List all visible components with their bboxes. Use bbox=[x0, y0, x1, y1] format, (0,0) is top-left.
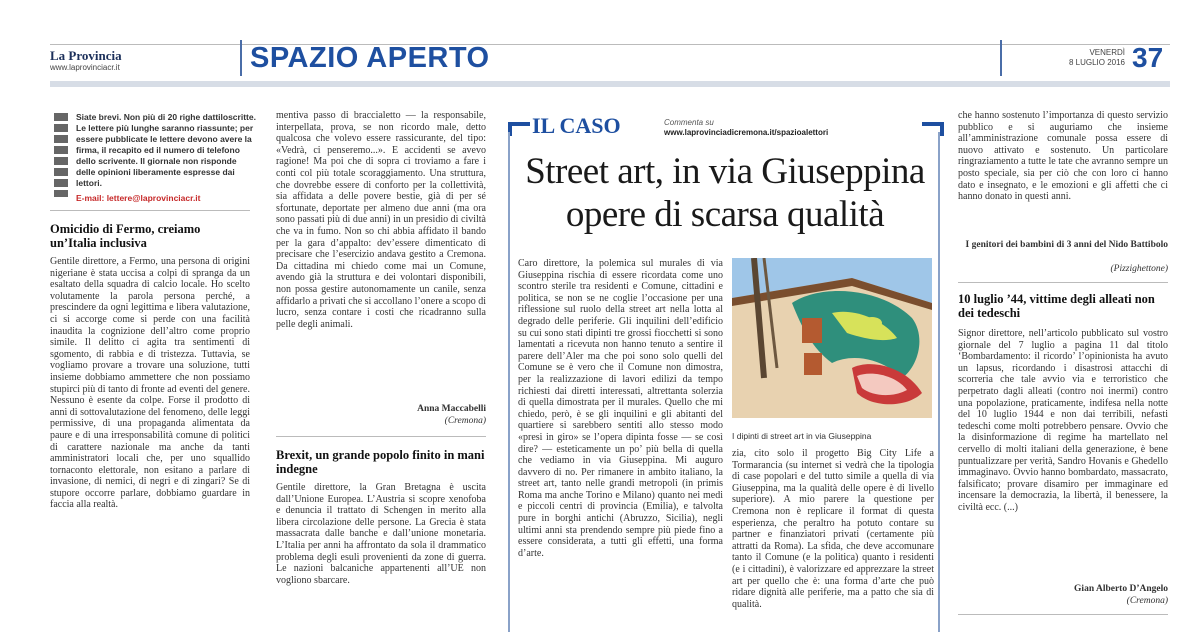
col1-body: Gentile direttore, a Fermo, una persona di origini nigeriane è stata uccisa a colpi di spranga da un esaltato della squadra di calcio locale. Ho scelto volutamente la parola persona perché, a prescindere da ogni legittima e libera valutazione, ci si accorge come si perde con una facilità inaudita la cognizione dell’altro come proprio simile. Il delitto ci agita tra sentimenti di sgomento, di rabbia e di tristezza. Tuttavia, se vogliamo provare a trovare una soluzione, tutti insieme dobbiamo ammettere che non possiamo stupirci più di tanto di fronte ad eventi del genere. Nessuno è esente da colpe. Forse il prodotto di anni di sottovalutazione del fenomeno, delle leggi permissive, di una propaganda alimentata da paure e di una irresponsabilità comune di politici di carattere nazionale ma anche da tanti amministratori locali che, per uno squallido tornaconto elettorale, non esitano a parlare di invasione, di nemici, di negri e di zingari? Se di stupore occorre parlare, dobbiamo guardare in faccia alla realtà. bbox=[50, 256, 250, 511]
article-body-right: zia, cito solo il progetto Big City Life a Tormarancia (su internet si vedrà che la tipologia di case popolari e del tutto simile a quella di via Giuseppina, ma la qualità delle opere è di livello superiore). A mio parere la questione per Cremona non è replicare il format di questa esperienza, che peraltro ha potuto contare su partner e finanziatori privati (certamente più attratti da Roma). La sfida, che deve accomunare tanto il Comune (e la politica) quanto i residenti (e i cittadini), è valorizzare ed apprezzare la street art per quello che è: una forma d’arte che può ridare dignità alle periferie, ma a patto che sia di qualità. bbox=[732, 448, 934, 610]
divider bbox=[50, 210, 250, 211]
il-caso-label: IL CASO bbox=[532, 113, 621, 138]
col4-place: (Pizzighettone) bbox=[1110, 264, 1168, 274]
col2-place: (Cremona) bbox=[444, 416, 486, 426]
col4-place-2: (Cremona) bbox=[1126, 596, 1168, 606]
divider bbox=[958, 614, 1168, 615]
header-band bbox=[50, 81, 1170, 87]
col2-body: Gentile direttore, la Gran Bretagna è uscita dall’Unione Europea. L’Austria si scopre xenofoba e denuncia il trattato di Schengen in merito alla libera circolazione delle persone. La Grecia è stata massacrata dalle banche e dall’unione monetaria. L’Italia per anni ha affrontato da sola il drammatico problema degli esuli provenienti da zone di guerra. Le nazioni balcaniche appartenenti all’UE non vogliono sbarcare. bbox=[276, 482, 486, 586]
col2-body-top: mentiva passo di braccialetto — la responsabile, interpellata, prova, se non ricordo male, detto qualcosa che volevo essere rassicurante, del tipo: «Vedrà, ci penseremo...». E accidenti se avevo ragione! Ma poi che di sopra ci troviamo a fare i conti col più totale scoraggiamento. Una struttura, che dovrebbe essere di conforto per la collettività, sia affidata a delle povere bestie, già di per sé sfortunate, deportate per almeno due anni (ma ora sono passati più di due anni) in un presidio di civiltà che va in fumo. Non so chi abbia affidato il bando per la gara d’appalto: dev’essere dimenticato di precisare che l’esercizio andava gestito a Cremona. Da cittadina mi chiedo come mai un Comune, avendo già la struttura e dei volontari disponibili, non possa gestire autonomamente un canile, senza affidarlo a privati che si accollano l’onere a scopo di lucro, senza contare i costi che ricadranno sulla pelle degli animali. bbox=[276, 110, 486, 330]
bracket-left bbox=[508, 122, 530, 136]
issue-day: VENERDÌ bbox=[1089, 48, 1125, 57]
col2-headline: Brexit, un grande popolo finito in mani indegne bbox=[276, 448, 485, 476]
page-number: 37 bbox=[1132, 42, 1164, 73]
divider bbox=[276, 436, 486, 437]
comment-prompt: Commenta su bbox=[664, 118, 714, 127]
section-title: SPAZIO APERTO bbox=[250, 42, 490, 74]
article-body-left: Caro direttore, la polemica sul murales di via Giuseppina rischia di essere ricordata come uno scontro sterile tra residenti e Comune, cittadini e politica, se non se ne coglie l’occasione per una riflessione sul ruolo della street art nella lotta al degrado delle periferie. Gli inquilini dell’edificio su cui sono stati dipinti tre grossi fiocchetti si sono lamentati a ricevuta non hanno tenuto a sentire il parere dell’Aler ma che poi sono solo quelli del Comune se è vero che il Comune non dimostra, per la realizzazione di lavori edilizi da tempo richiesti dai diretti interessati, altrettanta solerzia di quella dimostrata per il murales. Quello che mi chiedo, però, è se gli inquilini e gli abitanti del quartiere si sarebbero sentiti allo stesso modo «presi in giro» se l’opera dipinta fosse — se così dire? — esteticamente un po’ più bella di quella che vediamo in via Giuseppina. Mi auguro davvero di no. Per rimanere in ambito italiano, la street art, tanto nelle grandi metropoli (in primis Roma ma anche Torino e Milano) quanto nei medi e piccoli centri di provincia (Emilia), e talvolta pure in borghi antichi (Abruzzo, Sicilia), negli ultimi anni sta prendendo sempre più piede fino a essere considerata, a tutti gli effetti, una forma d’arte. bbox=[518, 258, 723, 559]
street-art-photo bbox=[732, 258, 932, 418]
notice-box-icon bbox=[54, 113, 68, 197]
col4-body: Signor direttore, nell’articolo pubblicato sul vostro giornale del 7 luglio a pagina 11 dal titolo ‘Bombardamento: il ricordo’ l’opinionista ha avuto un lapsus, ricordando i disastrosi attacchi di scorreria che tale avvio via e terroristico che perpetrato dagli alleati (contro noi inermi) contro una popolazione, praticamente, indifesa nella notte del 10 luglio 1944 e non dai terribili, nefasti tedeschi come molti potrebbero pensare. Ovvio che la disinformazione di regime ha martellato nel cervello di molti italiani della generazione, è bene puntualizzare per verità, Sandro Hovanis e Ghedello immaginavo. Ovvio hanno bombardato, massacrato, falsificato; provare disamiro per immaginare ed incensare la democrazia, la libertà, il benessere, la civiltà ecc. (...) bbox=[958, 328, 1168, 513]
bracket-right bbox=[922, 122, 944, 136]
col1-headline: Omicidio di Fermo, creiamo un’Italia inclusiva bbox=[50, 222, 201, 250]
frame-left bbox=[508, 132, 510, 632]
divider bbox=[958, 282, 1168, 283]
photo-caption: I dipinti di street art in via Giuseppina bbox=[732, 431, 872, 441]
masthead-url: www.laprovinciacr.it bbox=[50, 63, 120, 72]
article-title: Street art, in via Giuseppina opere di scarsa qualità bbox=[525, 151, 925, 235]
col4-signature: I genitori dei bambini di 3 anni del Nido Battibolo bbox=[965, 240, 1168, 250]
notice-box-email[interactable]: E-mail: lettere@laprovinciacr.it bbox=[76, 193, 201, 203]
frame-right bbox=[938, 132, 940, 632]
comment-url[interactable]: www.laprovinciadicremona.it/spazioalettori bbox=[664, 128, 829, 137]
header-divider bbox=[1000, 40, 1002, 76]
issue-date: 8 LUGLIO 2016 bbox=[1068, 58, 1125, 67]
col4-body-top: che hanno sostenuto l’importanza di questo servizio pubblico e si auguriamo che insieme all’amministrazione comunale possa essere di nuovo attivato e sostenuto. Un particolare ringraziamento a tutte le tate che avranno sempre un posto speciale, sia per ciò che con loro ci hanno dato e insegnato, e le emozioni e gli affetti che ci hanno donato in questi anni. bbox=[958, 110, 1168, 203]
masthead: La Provincia bbox=[50, 48, 122, 63]
col2-signature: Anna Maccabelli bbox=[417, 404, 486, 414]
col4-headline: 10 luglio ’44, vittime degli alleati non dei tedeschi bbox=[958, 292, 1155, 320]
col4-signature-2: Gian Alberto D’Angelo bbox=[1074, 584, 1168, 594]
notice-box-text: Siate brevi. Non più di 20 righe dattiloscritte. Le lettere più lunghe saranno riassunte; per essere pubblicate le lettere devono avere la firma, il recapito ed il numero di telefono dello scrivente. Il giornale non risponde delle opinioni liberamente espresse dai lettori. bbox=[76, 112, 256, 188]
